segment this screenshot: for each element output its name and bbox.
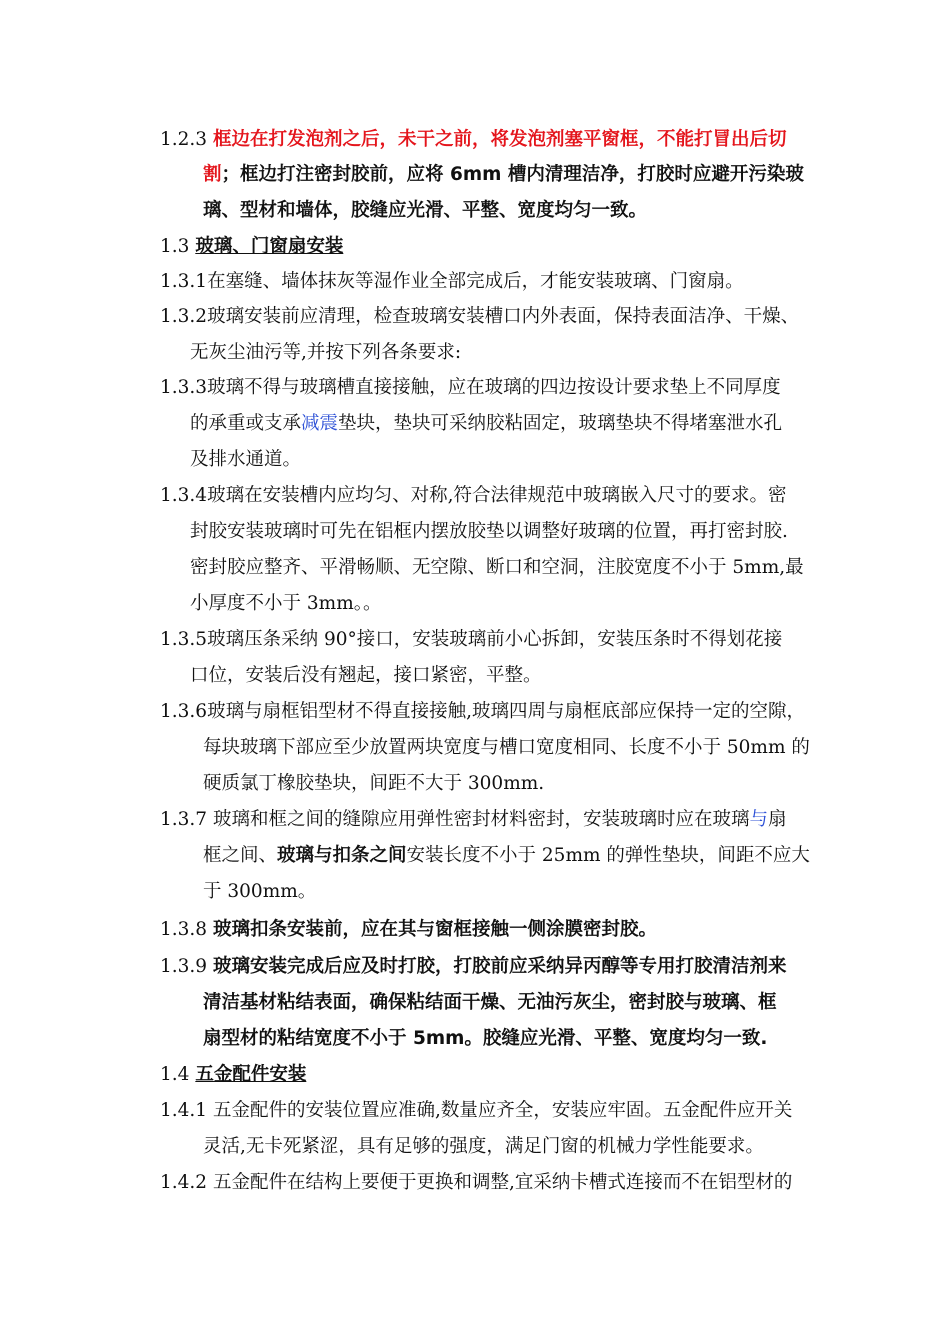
para-1-3-7-line3: 于 300mm。 (203, 881, 317, 902)
para-1-3-9-line1 (160, 955, 786, 979)
section-title: 五金配件安装 (195, 1064, 307, 1085)
section-heading-1-4 (160, 1063, 306, 1087)
para-1-4-1-line2: 灵活,无卡死紧涩，具有足够的强度，满足门窗的机械力学性能要求。 (203, 1136, 764, 1157)
para-1-3-4-line1: 1.3.4玻璃在安装槽内应均匀、对称,符合法律规范中玻璃嵌入尺寸的要求。密 (160, 485, 787, 506)
para-1-3-1: 1.3.1在塞缝、墙体抹灰等湿作业全部完成后，才能安装玻璃、门窗扇。 (160, 271, 744, 292)
text-run: 框之间、 (203, 845, 278, 866)
text-run: 扇 (767, 809, 787, 830)
red-emphasis-text: 割 (203, 164, 222, 185)
para-1-2-3-line2 (203, 163, 804, 187)
para-1-4-1-line1: 1.4.1 五金配件的安装位置应准确,数量应齐全，安装应牢固。五金配件应开关 (160, 1100, 793, 1121)
para-1-3-3-line1: 1.3.3玻璃不得与玻璃槽直接接触，应在玻璃的四边按设计要求垫上不同厚度 (160, 377, 781, 398)
highlight-text: 与 (749, 809, 768, 830)
para-1-2-3-line3: 璃、型材和墙体，胶缝应光滑、平整、宽度均匀一致。 (203, 200, 648, 221)
section-heading-1-3 (160, 235, 343, 259)
section-number: 1.3.8 (160, 919, 213, 940)
para-1-3-9-line3: 扇型材的粘结宽度不小于 5mm。胶缝应光滑、平整、宽度均匀一致. (203, 1028, 768, 1049)
para-1-3-3-line3: 及排水通道。 (190, 449, 302, 470)
text-run: 的承重或支承 (190, 413, 302, 434)
text-run: 垫块，垫块可采纳胶粘固定，玻璃垫块不得堵塞泄水孔 (338, 413, 783, 434)
para-1-3-6-line3: 硬质氯丁橡胶垫块，间距不大于 300mm. (203, 773, 545, 794)
para-1-3-6-line1: 1.3.6玻璃与扇框铝型材不得直接接触,玻璃四周与扇框底部应保持一定的空隙， (160, 701, 805, 722)
para-1-3-5-line1: 1.3.5玻璃压条采纳 90°接口，安装玻璃前小心拆卸，安装压条时不得划花接 (160, 629, 783, 650)
section-number: 1.4 (160, 1064, 196, 1085)
text-run: 安装长度不小于 25mm 的弹性垫块，间距不应大 (406, 845, 810, 866)
para-1-3-4-line3: 密封胶应整齐、平滑畅顺、无空隙、断口和空洞，注胶宽度不小于 5mm,最 (190, 557, 804, 578)
section-number: 1.3 (160, 236, 196, 257)
para-1-3-8 (160, 918, 657, 942)
highlight-text: 减震 (301, 413, 339, 434)
para-1-3-7-line2 (203, 844, 810, 868)
red-emphasis-text: 框边在打发泡剂之后，未干之前，将发泡剂塞平窗框，不能打冒出后切 (212, 129, 787, 150)
section-number: 1.2.3 (160, 129, 213, 150)
para-1-3-2-line2: 无灰尘油污等,并按下列各条要求: (190, 342, 462, 363)
text-run: 1.3.7 玻璃和框之间的缝隙应用弹性密封材料密封，安装玻璃时应在玻璃 (160, 809, 750, 830)
para-1-3-3-line2 (190, 412, 782, 436)
para-1-3-5-line2: 口位，安装后没有翘起，接口紧密，平整。 (190, 665, 542, 686)
section-number: 1.3.9 (160, 956, 213, 977)
para-1-3-2-line1: 1.3.2玻璃安装前应清理，检查玻璃安装槽口内外表面，保持表面洁净、干燥、 (160, 306, 800, 327)
para-1-4-2-line1: 1.4.2 五金配件在结构上要便于更换和调整,宜采纳卡槽式连接而不在铝型材的 (160, 1172, 793, 1193)
bold-text: 玻璃安装完成后应及时打胶，打胶前应采纳异丙醇等专用打胶清洁剂来 (212, 956, 787, 977)
para-1-3-4-line4: 小厚度不小于 3mm。。 (190, 593, 382, 614)
para-1-3-4-line2: 封胶安装玻璃时可先在铝框内摆放胶垫以调整好玻璃的位置，再打密封胶. (190, 521, 788, 542)
para-1-2-3-line1 (160, 128, 786, 152)
section-title: 玻璃、门窗扇安装 (195, 236, 344, 257)
bold-text: 玻璃扣条安装前，应在其与窗框接触一侧涂膜密封胶。 (212, 919, 657, 940)
bold-text: ；框边打注密封胶前，应将 6mm 槽内清理洁净，打胶时应避开污染玻 (221, 164, 804, 185)
para-1-3-7-line1 (160, 808, 787, 832)
para-1-3-6-line2: 每块玻璃下部应至少放置两块宽度与槽口宽度相同、长度不小于 50mm 的 (203, 737, 810, 758)
para-1-3-9-line2: 清洁基材粘结表面，确保粘结面干燥、无油污灰尘，密封胶与玻璃、框 (203, 992, 777, 1013)
bold-text: 玻璃与扣条之间 (277, 845, 407, 866)
